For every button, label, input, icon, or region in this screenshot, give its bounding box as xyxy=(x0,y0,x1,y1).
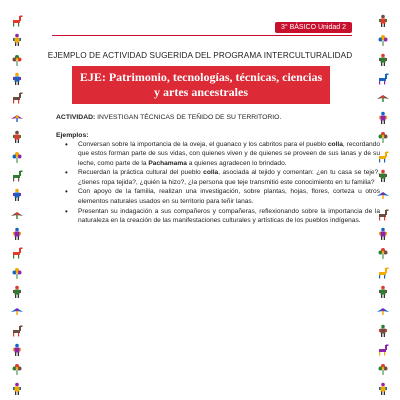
flower-icon xyxy=(376,33,390,47)
eje-title: EJE: Patrimonio, tecnologías, técnicas, ciencias y artes ancestrales xyxy=(79,70,323,99)
bird-icon xyxy=(10,304,24,318)
activity-line xyxy=(56,114,356,121)
figure-icon xyxy=(10,343,24,357)
page-heading: EJEMPLO DE ACTIVIDAD SUGERIDA DEL PROGRAMA INTERCULTURALIDAD xyxy=(47,51,353,60)
example-item-2: • Recuerdan la práctica cultural del pueblo colla, asociada al tejido y comentan: ¿en tu casa se teje?, ¿tienes ropa tejida?, ¿quién la hizo?, ¿la persona que teje transmitió este conocimiento en tu familia? xyxy=(78,168,380,187)
examples-list xyxy=(56,140,380,226)
figure-icon xyxy=(376,324,390,338)
figure-icon xyxy=(10,72,24,86)
example-item-3: • Con apoyo de la familia, realizan una investigación, sobre plantas, hojas, flores, corteza u otros elementos naturales usados en su territorio para teñir lanas. xyxy=(78,187,380,206)
llama-icon xyxy=(10,246,24,260)
flower-icon xyxy=(10,150,24,164)
figure-icon xyxy=(10,285,24,299)
flower-icon xyxy=(376,246,390,260)
figure-icon xyxy=(376,227,390,241)
eje-title-banner xyxy=(72,66,330,104)
llama-icon xyxy=(10,324,24,338)
bird-icon xyxy=(376,91,390,105)
example-item-4: • Presentan su indagación a sus compañeros y compañeras, reflexionando sobre la importancia de la naturaleza en la creación de las manifestaciones culturales y artísticas de los pueblos indígenas. xyxy=(78,207,380,226)
bird-icon xyxy=(376,304,390,318)
figure-icon xyxy=(10,130,24,144)
flower-icon xyxy=(10,362,24,376)
flower-icon xyxy=(10,53,24,67)
example-item-1: • Conversan sobre la importancia de la oveja, el guanaco y los cabritos para el pueblo colla, recordando que estos forman parte de sus vidas, con quienes viven y de quienes se proveen de sus lanas y de su leche, como parte de la Pachamama a quienes agradecen lo brindado. xyxy=(78,140,380,168)
unit-badge: 3° BÁSICO Unidad 2 xyxy=(275,22,352,33)
flower-icon xyxy=(376,362,390,376)
figure-icon xyxy=(376,285,390,299)
bird-icon xyxy=(10,111,24,125)
examples-title: Ejemplos: xyxy=(56,132,89,139)
llama-icon xyxy=(10,169,24,183)
llama-icon xyxy=(10,91,24,105)
figure-icon xyxy=(10,33,24,47)
figure-icon xyxy=(376,14,390,28)
figure-icon xyxy=(10,382,24,396)
bird-icon xyxy=(10,208,24,222)
activity-label: ACTIVIDAD: xyxy=(56,114,96,121)
figure-icon xyxy=(10,227,24,241)
llama-icon xyxy=(10,14,24,28)
figure-icon xyxy=(10,188,24,202)
header-divider xyxy=(52,35,352,36)
figure-icon xyxy=(376,111,390,125)
llama-icon xyxy=(376,343,390,357)
figure-icon xyxy=(376,53,390,67)
llama-icon xyxy=(376,72,390,86)
left-decorative-border xyxy=(6,14,28,396)
figure-icon xyxy=(376,382,390,396)
llama-icon xyxy=(376,266,390,280)
activity-text: INVESTIGAN TÉCNICAS DE TEÑIDO DE SU TERRITORIO. xyxy=(97,114,282,121)
flower-icon xyxy=(10,266,24,280)
